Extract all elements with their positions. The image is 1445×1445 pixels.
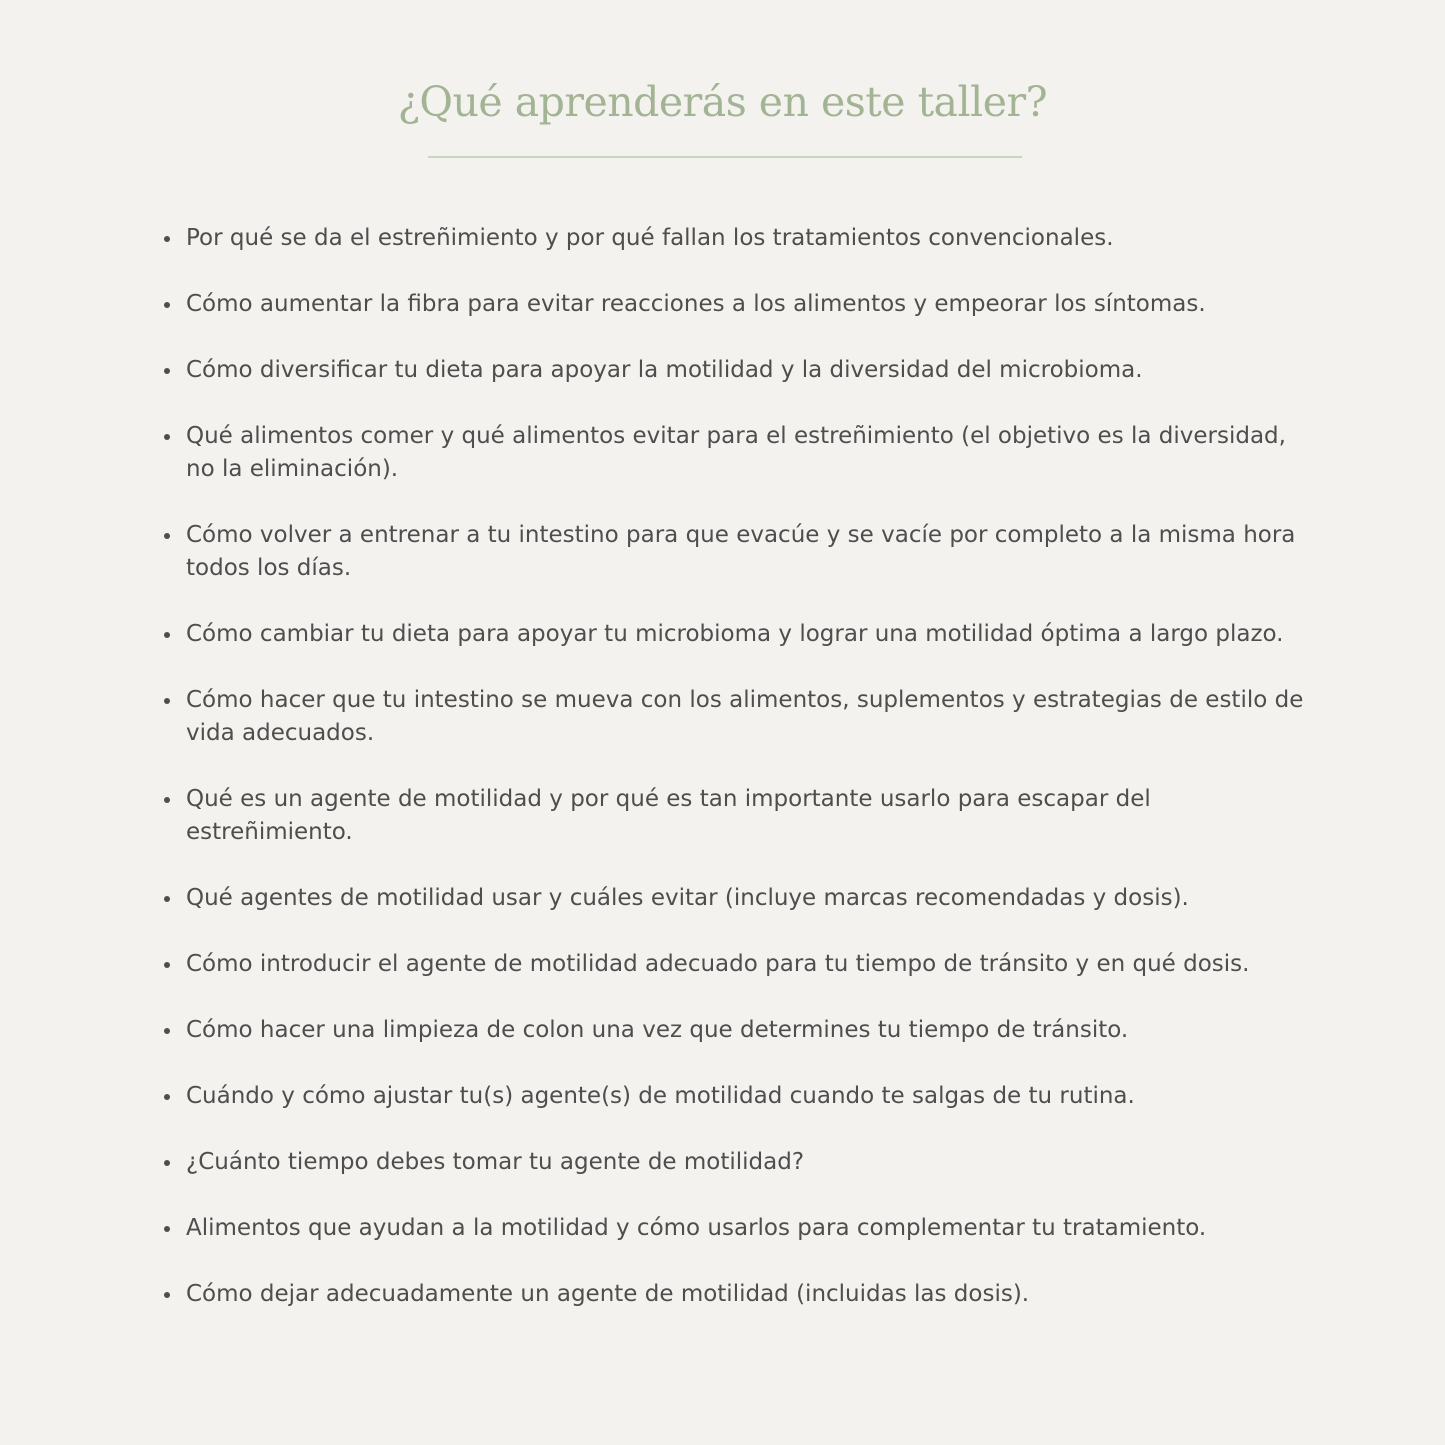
list-item: Por qué se da el estreñimiento y por qué fallan los tratamientos convencionales. (186, 222, 1316, 255)
list-item: Qué alimentos comer y qué alimentos evitar para el estreñimiento (el objetivo es la diversidad, no la eliminación). (186, 420, 1316, 486)
page-title: ¿Qué aprenderás en este taller? (397, 78, 1048, 126)
list-item: Qué es un agente de motilidad y por qué es tan importante usarlo para escapar del estreñimiento. (186, 783, 1316, 849)
list-item: Cómo volver a entrenar a tu intestino para que evacúe y se vacíe por completo a la misma hora todos los días. (186, 519, 1316, 585)
list-item: Cuándo y cómo ajustar tu(s) agente(s) de motilidad cuando te salgas de tu rutina. (186, 1080, 1316, 1113)
title-divider (428, 156, 1022, 158)
list-item: Cómo hacer que tu intestino se mueva con los alimentos, suplementos y estrategias de estilo de vida adecuados. (186, 684, 1316, 750)
list-item: Cómo introducir el agente de motilidad adecuado para tu tiempo de tránsito y en qué dosis. (186, 948, 1316, 981)
topics-list (186, 222, 1316, 1344)
list-item: Cómo diversificar tu dieta para apoyar la motilidad y la diversidad del microbioma. (186, 354, 1316, 387)
list-item: ¿Cuánto tiempo debes tomar tu agente de motilidad? (186, 1146, 1316, 1179)
list-item: Qué agentes de motilidad usar y cuáles evitar (incluye marcas recomendadas y dosis). (186, 882, 1316, 915)
list-item: Cómo dejar adecuadamente un agente de motilidad (incluidas las dosis). (186, 1278, 1316, 1311)
list-item: Cómo aumentar la fibra para evitar reacciones a los alimentos y empeorar los síntomas. (186, 288, 1316, 321)
list-item: Alimentos que ayudan a la motilidad y cómo usarlos para complementar tu tratamiento. (186, 1212, 1316, 1245)
list-item: Cómo hacer una limpieza de colon una vez que determines tu tiempo de tránsito. (186, 1014, 1316, 1047)
list-item: Cómo cambiar tu dieta para apoyar tu microbioma y lograr una motilidad óptima a largo plazo. (186, 618, 1316, 651)
